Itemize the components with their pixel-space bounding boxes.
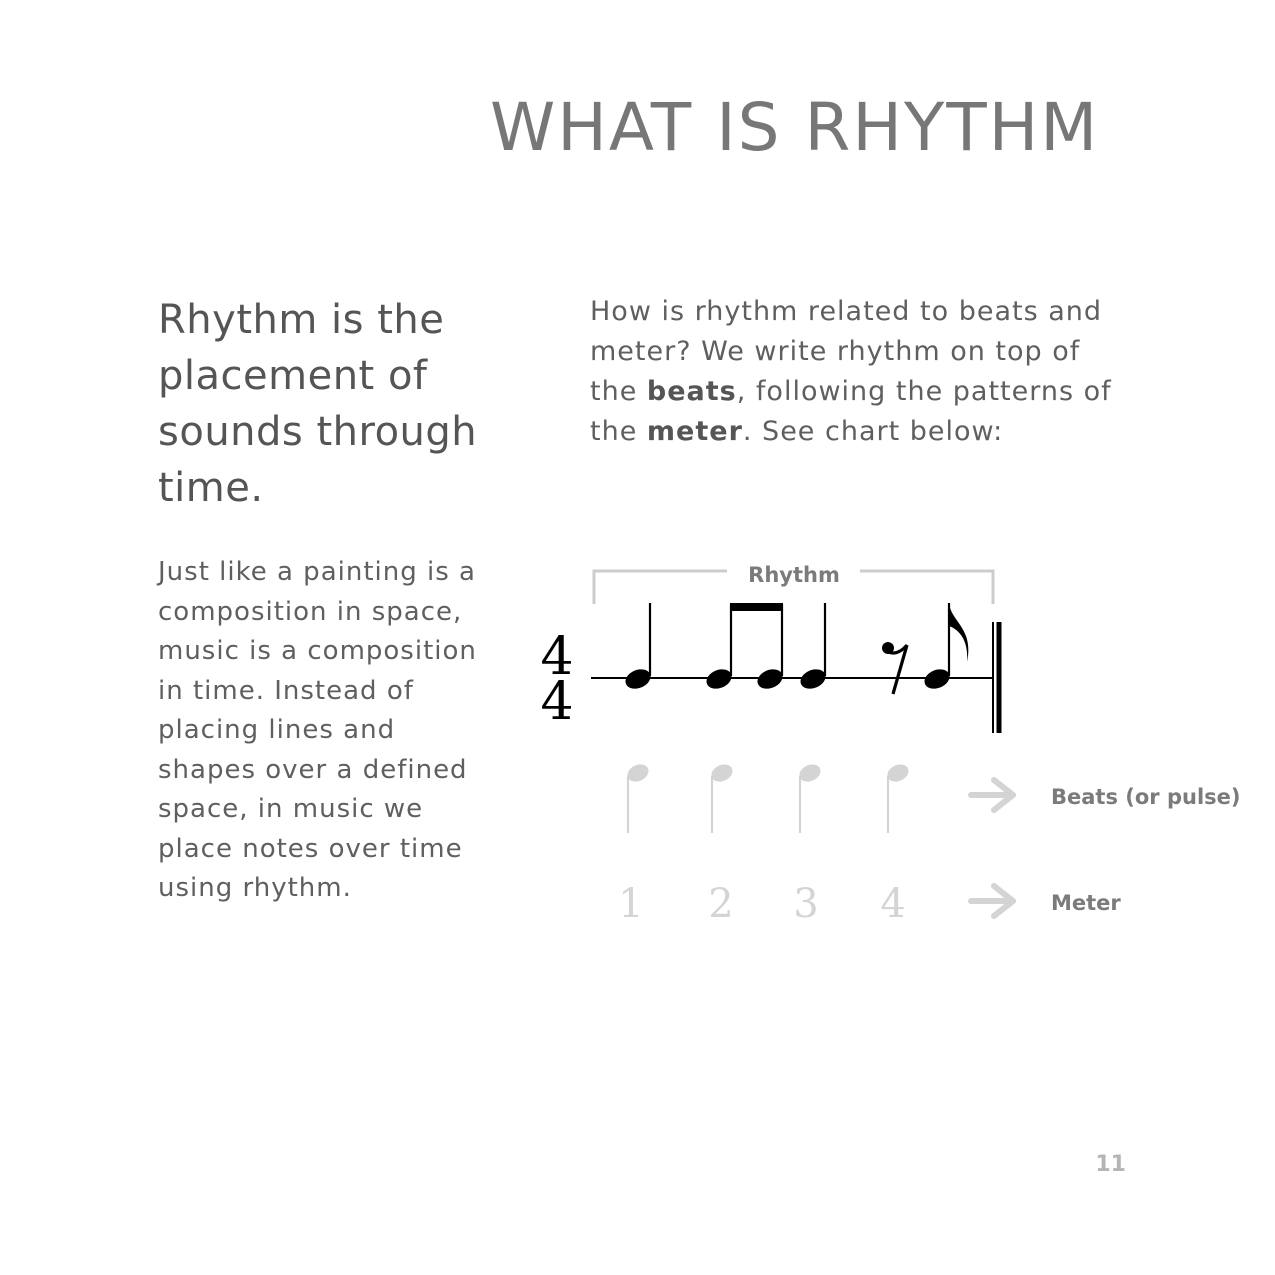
arrow-right-icon: [971, 886, 1013, 916]
lead-definition: Rhythm is the placement of sounds through time.: [158, 297, 478, 511]
beat-note: [625, 761, 652, 833]
beat-note: [797, 761, 824, 833]
time-signature-top: 4: [540, 627, 574, 687]
left-paragraph: Just like a painting is a composition in space, music is a composition in time. Instead of placing lines and shapes over a defined space, in music we place notes over time using rhythm.: [158, 557, 477, 903]
beat-note: [709, 761, 736, 833]
meter-label: Meter: [1051, 891, 1121, 915]
time-signature-bottom: 4: [540, 672, 574, 732]
beats-label: Beats (or pulse): [1051, 785, 1241, 809]
right-paragraph-part-3: . See chart below:: [742, 416, 1004, 447]
meter-count: 4: [880, 881, 906, 927]
rhythm-label: Rhythm: [748, 563, 840, 587]
meter-count: 2: [708, 881, 734, 927]
meter-term: meter: [646, 416, 743, 447]
page-number: 11: [1095, 1152, 1126, 1177]
eighth-rest: [882, 642, 907, 694]
page-title: WHAT IS RHYTHM: [490, 89, 1100, 166]
right-paragraph-part-2: , following the patterns of the: [590, 376, 1112, 447]
beat-notes: [625, 761, 912, 833]
beat-note: [885, 761, 912, 833]
quarter-note: [798, 603, 829, 692]
meter-counts: [618, 881, 905, 927]
right-paragraph-part-1: How is rhythm related to beats and meter? We write rhythm on top of the: [590, 296, 1103, 407]
quarter-note: [623, 603, 654, 692]
meter-count: 3: [793, 881, 819, 927]
arrow-right-icon: [971, 780, 1013, 810]
beats-term: beats: [646, 376, 737, 407]
meter-count: 1: [618, 881, 644, 927]
